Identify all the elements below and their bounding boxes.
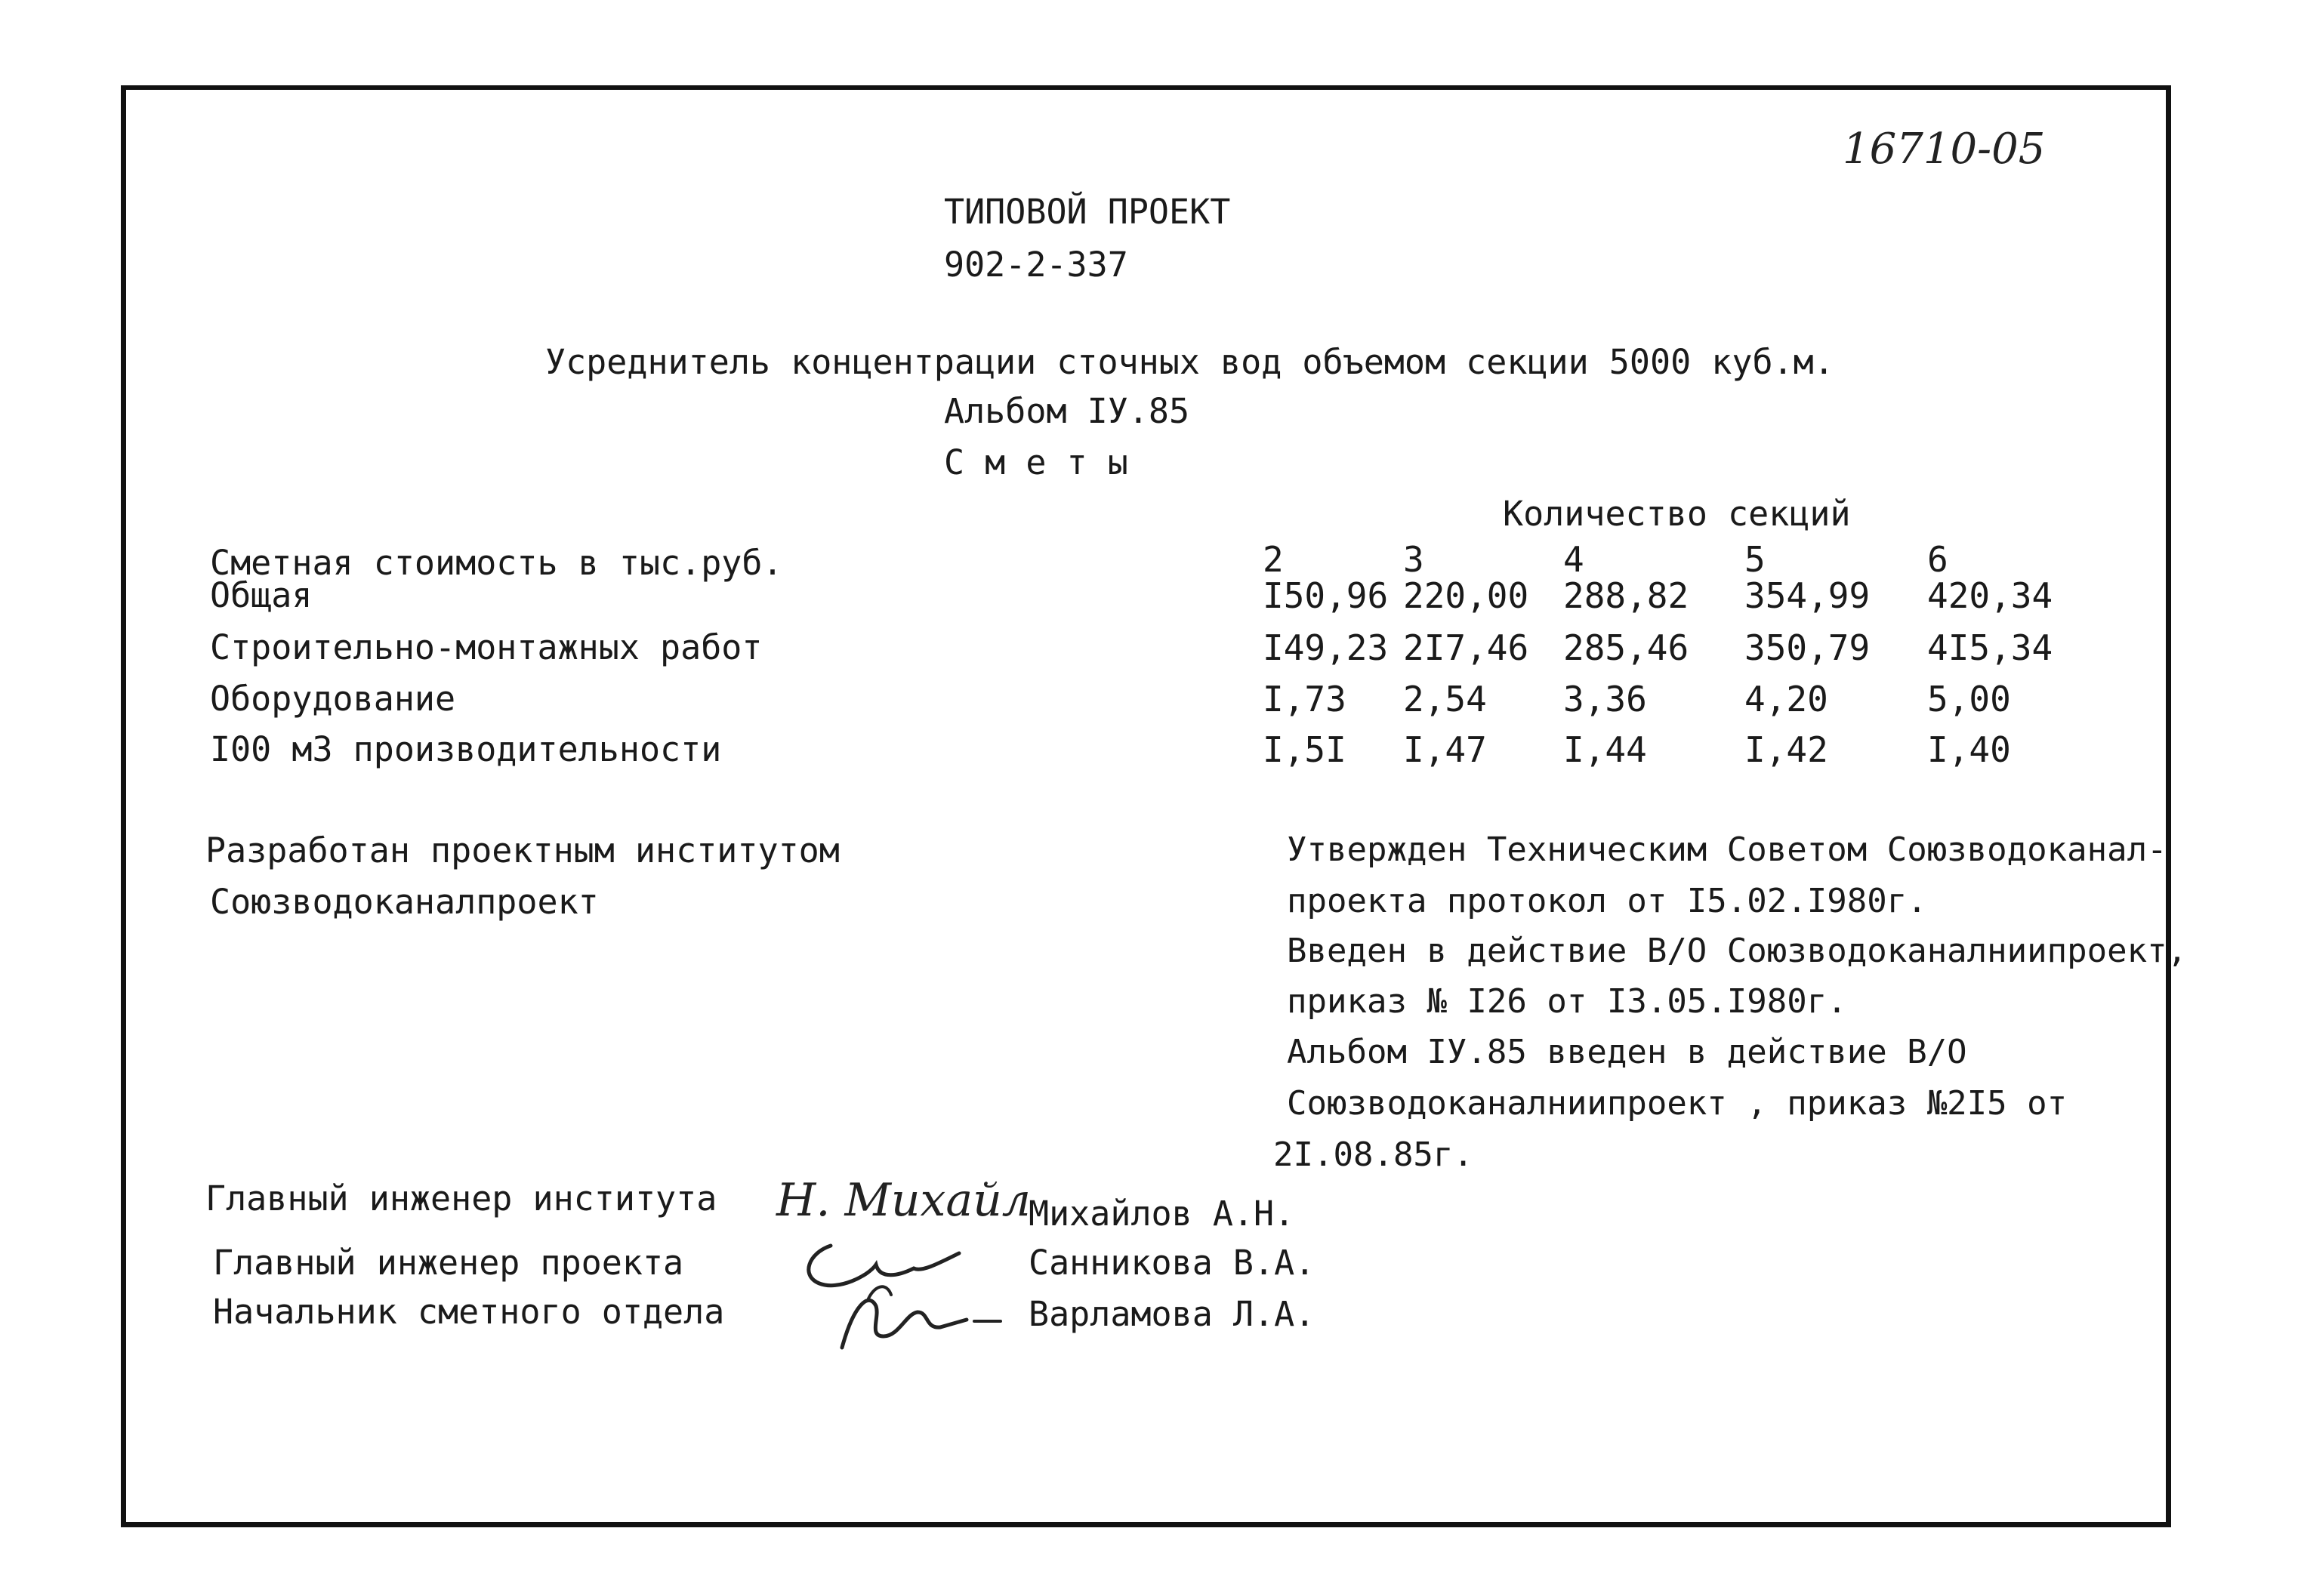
table-row-label: Общая	[210, 575, 313, 615]
table-column-header: 2	[1263, 539, 1284, 580]
table-cell: I,40	[1927, 729, 2011, 770]
handwritten-signature-graphic	[785, 1223, 1012, 1359]
table-column-header: 5	[1744, 539, 1766, 580]
signatory-name: Варламова Л.А.	[1029, 1294, 1316, 1334]
table-column-header: 6	[1927, 539, 1948, 580]
table-cell: 350,79	[1744, 627, 1871, 668]
signature-position: Главный инженер проекта	[213, 1243, 684, 1283]
table-group-header: Количество секций	[1503, 494, 1851, 534]
table-cell: 285,46	[1563, 627, 1689, 668]
developer-line: Союзводоканалпроект	[210, 882, 599, 922]
developer-line: Разработан проектным институтом	[205, 830, 840, 870]
approval-line: Утвержден Техническим Советом Союзводоканал-	[1287, 830, 2167, 869]
table-cell: 4,20	[1744, 679, 1828, 719]
approval-line: проекта протокол от I5.02.I980г.	[1287, 882, 1927, 920]
table-row-header: Сметная стоимость в тыс.руб.	[210, 543, 783, 583]
signature-position: Начальник сметного отдела	[213, 1292, 725, 1332]
section-label: С м е т ы	[944, 442, 1128, 482]
handwritten-signature: Н. Михайл	[776, 1174, 1032, 1227]
table-cell: 3,36	[1563, 679, 1647, 719]
project-code: 902-2-337	[944, 245, 1128, 285]
table-cell: 220,00	[1403, 575, 1529, 616]
table-row-label: I00 м3 производительности	[210, 729, 722, 769]
table-column-header: 4	[1563, 539, 1584, 580]
approval-line: Введен в действие В/О Союзводоканалниипроект,	[1287, 932, 2188, 970]
approval-line: Союзводоканалниипроект , приказ №2I5 от	[1287, 1084, 2068, 1123]
table-cell: I50,96	[1263, 575, 1389, 616]
approval-line: 2I.08.85г.	[1273, 1135, 1473, 1174]
table-row-label: Строительно-монтажных работ	[210, 627, 763, 667]
signature-position: Главный инженер института	[205, 1179, 717, 1219]
table-cell: I,73	[1263, 679, 1346, 719]
table-column-header: 3	[1403, 539, 1424, 580]
table-row-label: Оборудование	[210, 679, 456, 719]
doc-type: ТИПОВОЙ ПРОЕКТ	[944, 192, 1231, 232]
table-cell: I49,23	[1263, 627, 1389, 668]
album-label: Альбом IУ.85	[944, 391, 1190, 431]
table-cell: 2,54	[1403, 679, 1487, 719]
approval-line: Альбом IУ.85 введен в действие В/О	[1287, 1033, 1967, 1071]
table-cell: I,42	[1744, 729, 1828, 770]
archive-number: 16710-05	[1843, 125, 2046, 174]
signatory-name: Михайлов А.Н.	[1029, 1194, 1295, 1234]
table-cell: 4I5,34	[1927, 627, 2053, 668]
table-cell: 5,00	[1927, 679, 2011, 719]
table-cell: I,5I	[1263, 729, 1346, 770]
table-cell: I,47	[1403, 729, 1487, 770]
table-cell: 354,99	[1744, 575, 1871, 616]
table-cell: 420,34	[1927, 575, 2053, 616]
table-cell: 2I7,46	[1403, 627, 1529, 668]
approval-line: приказ № I26 от I3.05.I980г.	[1287, 982, 1847, 1021]
signatory-name: Санникова В.А.	[1029, 1243, 1316, 1283]
document-title: Усреднитель концентрации сточных вод объемом секции 5000 куб.м.	[545, 342, 1834, 382]
table-cell: I,44	[1563, 729, 1647, 770]
table-cell: 288,82	[1563, 575, 1689, 616]
